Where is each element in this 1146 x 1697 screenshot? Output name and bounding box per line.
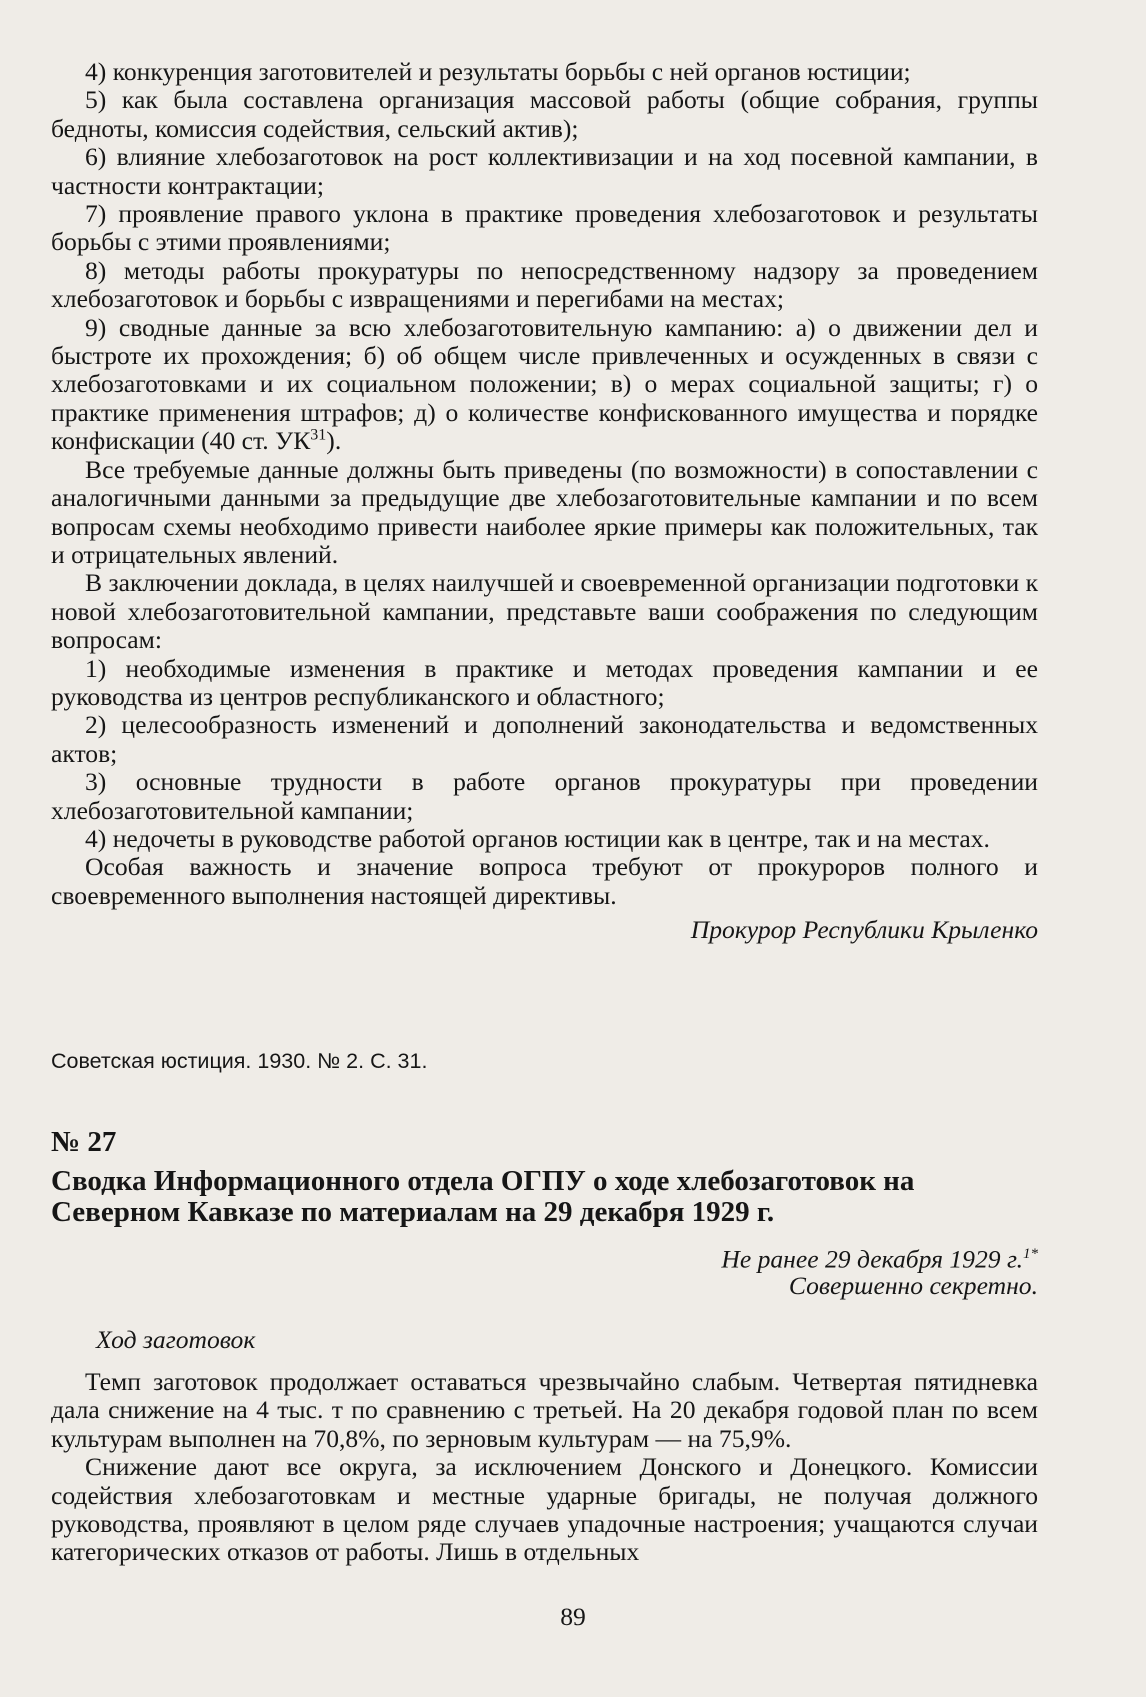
paragraph: Все требуемые данные должны быть приведены (по возможности) в сопоставлении с аналогичными данными за предыдущие две хлебозаготовительные кампании и по всем вопросам схемы необходимо привести наиболее яркие примеры как положительных, так и отрицательных явлений. bbox=[51, 454, 1038, 569]
document-number: № 27 bbox=[51, 1126, 117, 1158]
paragraph: 3) основные трудности в работе органов прокуратуры при проведении хлебозаготовительной кампании; bbox=[51, 767, 1038, 825]
secrecy-mark: Совершенно секретно. bbox=[788, 1271, 1038, 1300]
paragraph: Темп заготовок продолжает оставаться чрезвычайно слабым. Четвертая пятидневка дала снижение на 4 тыс. т по сравнению с третьей. На 20 декабря годовой план по всем культурам выполнен на 70,8%, по зерновым культурам — на 75,9%. bbox=[51, 1367, 1038, 1453]
paragraph-end: ). bbox=[326, 426, 342, 456]
paragraph: Снижение дают все округа, за исключением Донского и Донецкого. Комиссии содействия хлебозаготовкам и местные ударные бригады, не получая должного руководства, проявляют в целом ряде случаев упадочные настроения; учащаются случаи категорических отказов от работы. Лишь в отдельных bbox=[51, 1452, 1038, 1567]
report-body bbox=[51, 1368, 1038, 1567]
paragraph: 1) необходимые изменения в практике и методах проведения кампании и ее руководства из центров республиканского и областного; bbox=[51, 653, 1038, 711]
paragraph: 8) методы работы прокуратуры по непосредственному надзору за проведением хлебозаготовок и борьбы с извращениями и перегибами на местах; bbox=[51, 255, 1038, 314]
footnote-ref: 31 bbox=[310, 426, 327, 444]
paragraph: Особая важность и значение вопроса требуют от прокуроров полного и своевременного выполнения настоящей директивы. bbox=[51, 852, 1038, 910]
paragraph: 2) целесообразность изменений и дополнений законодательства и ведомственных актов; bbox=[51, 710, 1038, 768]
paragraph: В заключении доклада, в целях наилучшей и своевременной организации подготовки к новой хлебозаготовительной кампании, представьте ваши соображения по следующим вопросам: bbox=[51, 568, 1038, 655]
paragraph bbox=[51, 314, 1038, 456]
page-number: 89 bbox=[560, 1602, 586, 1631]
date-footnote: 1* bbox=[1023, 1246, 1038, 1262]
directive-continuation bbox=[51, 58, 1038, 945]
paragraph-text: 9) сводные данные за всю хлебозаготовительную кампанию: а) о движении дел и быстроте их прохождения; б) об общем числе привлеченных и осужденных в связи с хлебозаготовками и их социальном положении; в) о мерах социальной защиты; г) о практике применения штрафов; д) о количестве конфискованного имущества и порядке конфискации (40 ст. УК bbox=[51, 312, 1038, 456]
paragraph: 7) проявление правого уклона в практике проведения хлебозаготовок и результаты борьбы с этими проявлениями; bbox=[51, 199, 1038, 257]
paragraph: 6) влияние хлебозаготовок на рост коллективизации и на ход посевной кампании, в частности контрактации; bbox=[51, 142, 1038, 200]
signature: Прокурор Республики Крыленко bbox=[690, 915, 1038, 945]
date-text: Не ранее 29 декабря 1929 г. bbox=[721, 1244, 1023, 1274]
document-title: Сводка Информационного отдела ОГПУ о ходе хлебозаготовок на Северном Кавказе по материалам на 29 декабря 1929 г. bbox=[51, 1165, 915, 1228]
section-subheading: Ход заготовок bbox=[96, 1325, 256, 1354]
paragraph: 4) конкуренция заготовителей и результаты борьбы с ней органов юстиции; bbox=[85, 57, 911, 86]
paragraph: 4) недочеты в руководстве работой органов юстиции как в центре, так и на местах. bbox=[85, 823, 990, 853]
paragraph: 5) как была составлена организация массовой работы (общие собрания, группы бедноты, комиссия содействия, сельский актив); bbox=[51, 85, 1038, 143]
source-citation: Советская юстиция. 1930. № 2. С. 31. bbox=[51, 1049, 428, 1073]
document-date bbox=[721, 1240, 1038, 1274]
